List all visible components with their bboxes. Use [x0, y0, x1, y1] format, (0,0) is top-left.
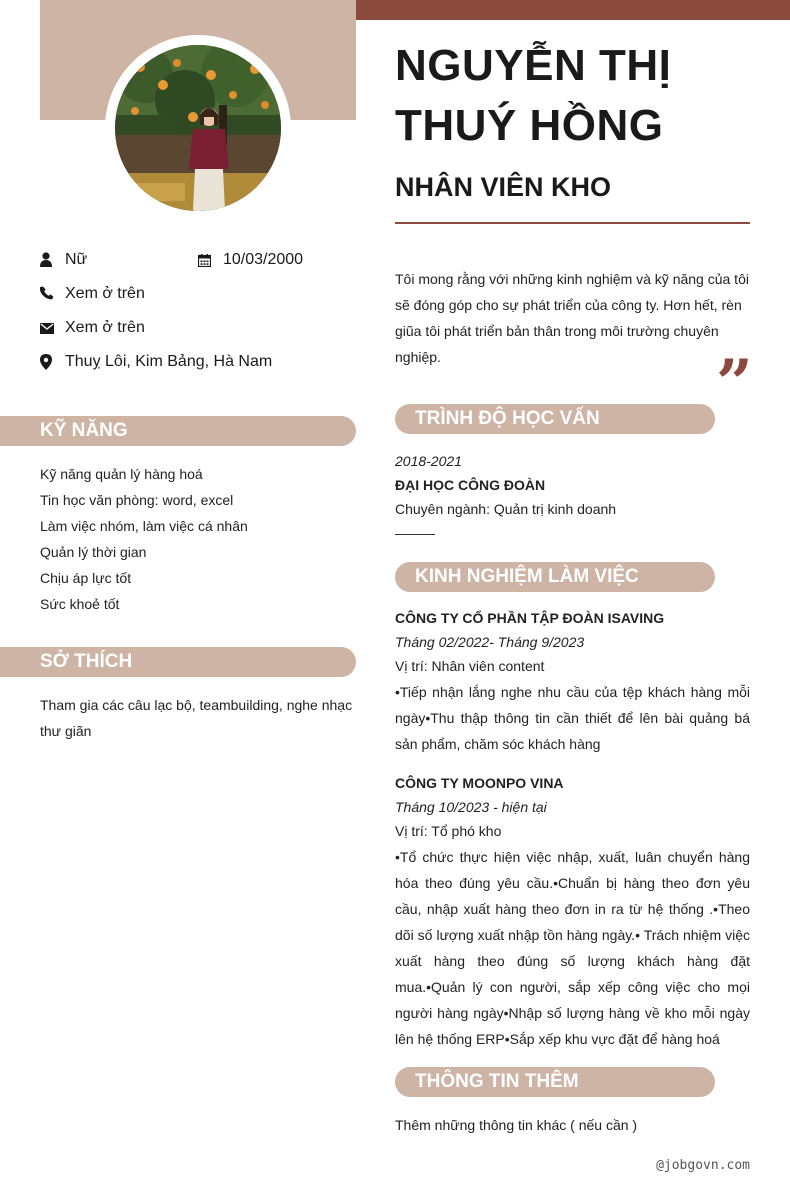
experience-entry-2 — [395, 771, 750, 1052]
list-item: Chịu áp lực tốt — [40, 570, 132, 586]
top-accent-bar — [356, 0, 790, 20]
info-birthday — [198, 251, 303, 269]
address-value: Thuỵ Lôi, Kim Bảng, Hà Nam — [65, 353, 273, 370]
hobbies-text: Tham gia các câu lạc bộ, teambuilding, nghe nhạc thư giãn — [40, 697, 353, 739]
experience-entry-1 — [395, 606, 750, 757]
job-title: NHÂN VIÊN KHO — [395, 172, 612, 202]
calendar-icon — [198, 252, 212, 268]
info-phone — [40, 285, 145, 303]
education-period: 2018-2021 — [395, 453, 462, 469]
section-education-heading: TRÌNH ĐỘ HỌC VẤN — [395, 404, 715, 434]
birthday-value: 10/03/2000 — [223, 251, 304, 268]
experience-position: Vị trí: Tổ phó kho — [395, 823, 502, 839]
experience-company: CÔNG TY CỔ PHẦN TẬP ĐOÀN ISAVING — [395, 610, 665, 626]
person-icon — [40, 252, 54, 268]
career-objective: Tôi mong rằng với những kinh nghiệm và kỹ năng của tôi sẽ đóng góp cho sự phát triển của công ty. Hơn hết, rèn giũa tôi phát triển bản thân trong môi trường chuyên nghiệp. — [395, 271, 749, 365]
candidate-name: NGUYỄN THỊ THUÝ HỒNG — [395, 41, 672, 150]
experience-period: Tháng 02/2022- Tháng 9/2023 — [395, 634, 585, 650]
quote-mark-icon: ” — [716, 346, 753, 421]
phone-icon — [40, 286, 54, 302]
section-hobbies-heading: SỞ THÍCH — [0, 647, 356, 677]
info-address — [40, 353, 272, 371]
list-item: Quản lý thời gian — [40, 544, 147, 560]
education-entry — [395, 449, 750, 545]
phone-value: Xem ở trên — [65, 285, 145, 302]
experience-company: CÔNG TY MOONPO VINA — [395, 775, 564, 791]
list-item: Làm việc nhóm, làm việc cá nhân — [40, 518, 248, 534]
experience-period: Tháng 10/2023 - hiện tại — [395, 799, 547, 815]
list-item: Kỹ năng quản lý hàng hoá — [40, 466, 203, 482]
skills-list — [40, 461, 356, 617]
education-school: ĐẠI HỌC CÔNG ĐOÀN — [395, 477, 546, 493]
section-skills-heading: KỸ NĂNG — [0, 416, 356, 446]
envelope-icon — [40, 320, 54, 336]
section-extra-heading: THÔNG TIN THÊM — [395, 1067, 715, 1097]
experience-position: Vị trí: Nhân viên content — [395, 658, 545, 674]
map-pin-icon — [40, 354, 54, 370]
education-major: Chuyên ngành: Quản trị kinh doanh — [395, 501, 617, 517]
extra-info-text: Thêm những thông tin khác ( nếu cần ) — [395, 1117, 638, 1133]
education-separator: ——— — [395, 525, 434, 541]
avatar — [115, 45, 281, 211]
gender-value: Nữ — [65, 251, 88, 268]
header-divider — [395, 222, 750, 224]
experience-description: •Tổ chức thực hiện việc nhập, xuất, luân chuyển hàng hóa theo đúng yêu cầu.•Chuẩn bị hàng theo đơn yêu cầu, nhập xuất hàng theo đơn in ra từ hệ thống .•Theo dõi số lượng xuất nhập tồn hàng ngày.• Trách nhiệm việc xuất hàng theo đúng số lượng khách hàng đặt mua.•Quản lý con người, sắp xếp công việc cho mọi người hàng ngày•Nhập số lượng hàng về kho mỗi ngày lên hệ thống ERP•Sắp xếp khu vực đặt để hàng hoá — [395, 849, 750, 1047]
experience-description: •Tiếp nhận lắng nghe nhu cầu của tệp khách hàng mỗi ngày•Thu thập thông tin cần thiết để lên bài quảng bá sản phẩm, chăm sóc khách hàng — [395, 684, 750, 752]
avatar-photo — [115, 45, 281, 211]
email-value: Xem ở trên — [65, 319, 145, 336]
watermark: @jobgovn.com — [656, 1158, 750, 1173]
section-experience-heading: KINH NGHIỆM LÀM VIỆC — [395, 562, 715, 592]
list-item: Tin học văn phòng: word, excel — [40, 492, 234, 508]
list-item: Sức khoẻ tốt — [40, 596, 120, 612]
info-gender — [40, 251, 87, 269]
info-email — [40, 319, 145, 337]
